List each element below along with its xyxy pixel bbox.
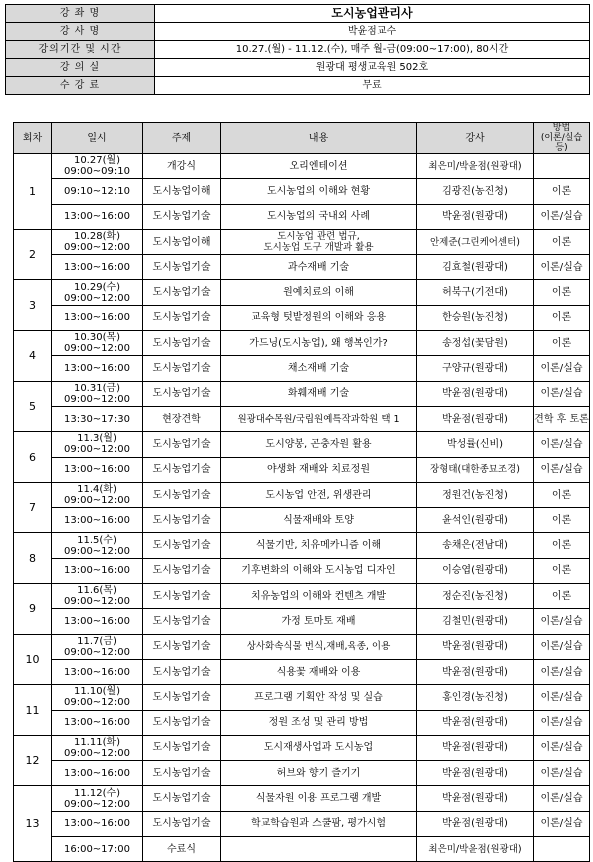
session-content: 원광대수목원/국립원예특작과학원 택 1 [221, 406, 417, 431]
session-topic: 도시농업기술 [143, 811, 221, 836]
table-row [14, 710, 590, 735]
session-method: 이론 [534, 533, 590, 558]
info-row [6, 77, 590, 95]
session-instructor: 구양규(원광대) [417, 356, 534, 381]
episode-number: 4 [14, 331, 52, 382]
session-method: 이론/실습 [534, 432, 590, 457]
schedule-body [14, 154, 590, 862]
table-row [14, 786, 590, 811]
session-content: 식물기반, 치유메카니즘 이해 [221, 533, 417, 558]
session-time: 13:00~16:00 [52, 255, 143, 280]
episode-number: 7 [14, 482, 52, 533]
session-instructor: 김효철(원광대) [417, 255, 534, 280]
session-instructor: 최은미/박윤점(원광대) [417, 837, 534, 862]
session-instructor: 박윤점(원광대) [417, 786, 534, 811]
session-time: 11.4(화) 09:00~12:00 [52, 482, 143, 507]
session-method: 이론 [534, 508, 590, 533]
table-row [14, 255, 590, 280]
session-content: 과수재배 기술 [221, 255, 417, 280]
session-time: 13:00~16:00 [52, 305, 143, 330]
session-instructor: 홍인경(농진청) [417, 685, 534, 710]
session-content: 화훼재배 기술 [221, 381, 417, 406]
table-row [14, 432, 590, 457]
episode-number: 9 [14, 584, 52, 635]
session-time: 11.11(화) 09:00~12:00 [52, 735, 143, 760]
info-value: 무료 [155, 77, 590, 95]
session-time: 11.6(목) 09:00~12:00 [52, 584, 143, 609]
session-topic: 도시농업기술 [143, 280, 221, 305]
schedule-table [13, 122, 590, 862]
session-content: 식물자원 이용 프로그램 개발 [221, 786, 417, 811]
session-time: 11.12(수) 09:00~12:00 [52, 786, 143, 811]
session-method: 이론/실습 [534, 710, 590, 735]
header-method: 방법 (이론/실습 등) [534, 123, 590, 154]
session-content: 허브와 향기 즐기기 [221, 761, 417, 786]
session-method: 이론 [534, 305, 590, 330]
episode-number: 6 [14, 432, 52, 483]
session-topic: 도시농업기술 [143, 381, 221, 406]
episode-number: 5 [14, 381, 52, 432]
session-instructor: 정원건(농진청) [417, 482, 534, 507]
info-row [6, 5, 590, 23]
session-time: 13:30~17:30 [52, 406, 143, 431]
session-time: 13:00~16:00 [52, 811, 143, 836]
table-row [14, 331, 590, 356]
session-method: 견학 후 토론 [534, 406, 590, 431]
session-instructor: 박윤점(원광대) [417, 204, 534, 229]
session-topic: 도시농업기술 [143, 482, 221, 507]
schedule-header [14, 123, 590, 154]
session-instructor: 박윤점(원광대) [417, 381, 534, 406]
session-topic: 도시농업기술 [143, 432, 221, 457]
session-content: 오리엔테이션 [221, 154, 417, 179]
session-content: 야생화 재배와 치료정원 [221, 457, 417, 482]
info-row [6, 59, 590, 77]
session-topic: 도시농업이해 [143, 179, 221, 204]
session-topic: 도시농업기술 [143, 255, 221, 280]
session-time: 13:00~16:00 [52, 659, 143, 684]
session-time: 16:00~17:00 [52, 837, 143, 862]
session-topic: 도시농업기술 [143, 634, 221, 659]
session-topic: 현장견학 [143, 406, 221, 431]
session-time: 09:10~12:10 [52, 179, 143, 204]
session-method: 이론 [534, 280, 590, 305]
session-content: 식물재배와 토양 [221, 508, 417, 533]
info-value: 원광대 평생교육원 502호 [155, 59, 590, 77]
table-row [14, 558, 590, 583]
session-method: 이론 [534, 331, 590, 356]
session-method: 이론/실습 [534, 659, 590, 684]
session-time: 13:00~16:00 [52, 356, 143, 381]
session-method [534, 837, 590, 862]
session-instructor: 김광진(농진청) [417, 179, 534, 204]
schedule-header-row [14, 123, 590, 154]
session-content: 가드닝(도시농업), 왜 행복인가? [221, 331, 417, 356]
session-content: 상사화속식물 번식,재배,육종, 이용 [221, 634, 417, 659]
episode-number: 10 [14, 634, 52, 685]
session-time: 11.5(수) 09:00~12:00 [52, 533, 143, 558]
session-content: 도시농업 관련 법규, 도시농업 도구 개발과 활용 [221, 229, 417, 254]
table-row [14, 761, 590, 786]
table-row [14, 811, 590, 836]
info-label: 강 의 실 [6, 59, 155, 77]
session-method: 이론/실습 [534, 735, 590, 760]
session-method: 이론 [534, 179, 590, 204]
session-method: 이론/실습 [534, 634, 590, 659]
session-time: 13:00~16:00 [52, 457, 143, 482]
header-datetime: 일시 [52, 123, 143, 154]
session-topic: 개강식 [143, 154, 221, 179]
info-row [6, 23, 590, 41]
session-topic: 도시농업기술 [143, 761, 221, 786]
episode-number: 13 [14, 786, 52, 862]
session-topic: 도시농업기술 [143, 558, 221, 583]
session-method: 이론 [534, 482, 590, 507]
session-method: 이론/실습 [534, 356, 590, 381]
session-time: 11.3(월) 09:00~12:00 [52, 432, 143, 457]
session-topic: 도시농업기술 [143, 659, 221, 684]
table-row [14, 381, 590, 406]
table-row [14, 584, 590, 609]
info-row [6, 41, 590, 59]
session-content: 채소재배 기술 [221, 356, 417, 381]
course-info-table [5, 4, 590, 95]
info-value: 박윤점교수 [155, 23, 590, 41]
session-instructor: 박윤점(원광대) [417, 761, 534, 786]
session-topic: 도시농업기술 [143, 508, 221, 533]
table-row [14, 179, 590, 204]
session-method: 이론/실습 [534, 255, 590, 280]
session-time: 13:00~16:00 [52, 710, 143, 735]
info-label: 강 좌 명 [6, 5, 155, 23]
table-row [14, 406, 590, 431]
session-content: 정원 조성 및 관리 방법 [221, 710, 417, 735]
session-topic: 도시농업기술 [143, 710, 221, 735]
session-content: 학교학습원과 스쿨팜, 평가시험 [221, 811, 417, 836]
session-method: 이론/실습 [534, 204, 590, 229]
session-instructor: 송정섭(꽃담원) [417, 331, 534, 356]
session-instructor: 박윤점(원광대) [417, 710, 534, 735]
session-instructor: 박윤점(원광대) [417, 735, 534, 760]
table-row [14, 280, 590, 305]
session-method: 이론/실습 [534, 786, 590, 811]
session-content: 가정 토마토 재배 [221, 609, 417, 634]
table-row [14, 634, 590, 659]
session-instructor: 박윤점(원광대) [417, 811, 534, 836]
header-instructor: 강사 [417, 123, 534, 154]
session-content: 치유농업의 이해와 컨텐츠 개발 [221, 584, 417, 609]
episode-number: 1 [14, 154, 52, 230]
episode-number: 2 [14, 229, 52, 280]
session-instructor: 박윤점(원광대) [417, 659, 534, 684]
table-row [14, 533, 590, 558]
session-topic: 도시농업기술 [143, 786, 221, 811]
course-title: 도시농업관리사 [155, 5, 590, 23]
table-row [14, 457, 590, 482]
session-method: 이론/실습 [534, 457, 590, 482]
session-instructor: 장형태(대한종묘조경) [417, 457, 534, 482]
session-time: 10.30(목) 09:00~12:00 [52, 331, 143, 356]
session-time: 11.7(금) 09:00~12:00 [52, 634, 143, 659]
table-row [14, 356, 590, 381]
session-time: 10.27(월) 09:00~09:10 [52, 154, 143, 179]
info-label: 강의기간 및 시간 [6, 41, 155, 59]
session-instructor: 정순진(농진청) [417, 584, 534, 609]
table-row [14, 685, 590, 710]
session-method: 이론 [534, 229, 590, 254]
info-label: 강 사 명 [6, 23, 155, 41]
table-row [14, 204, 590, 229]
session-instructor: 안제준(그린케어센터) [417, 229, 534, 254]
session-topic: 도시농업기술 [143, 305, 221, 330]
session-time: 11.10(월) 09:00~12:00 [52, 685, 143, 710]
session-method [534, 154, 590, 179]
episode-number: 3 [14, 280, 52, 331]
episode-number: 8 [14, 533, 52, 584]
session-topic: 도시농업이해 [143, 229, 221, 254]
session-instructor: 허북구(기전대) [417, 280, 534, 305]
session-topic: 도시농업기술 [143, 533, 221, 558]
session-content: 도시농업의 국내외 사례 [221, 204, 417, 229]
episode-number: 12 [14, 735, 52, 786]
session-content: 원예치료의 이해 [221, 280, 417, 305]
session-method: 이론/실습 [534, 761, 590, 786]
session-topic: 수료식 [143, 837, 221, 862]
session-topic: 도시농업기술 [143, 685, 221, 710]
session-time: 10.28(화) 09:00~12:00 [52, 229, 143, 254]
session-time: 13:00~16:00 [52, 508, 143, 533]
info-label: 수 강 료 [6, 77, 155, 95]
session-content [221, 837, 417, 862]
session-method: 이론 [534, 558, 590, 583]
session-topic: 도시농업기술 [143, 735, 221, 760]
session-content: 기후변화의 이해와 도시농업 디자인 [221, 558, 417, 583]
table-row [14, 837, 590, 862]
session-instructor: 박윤점(원광대) [417, 634, 534, 659]
session-instructor: 김철민(원광대) [417, 609, 534, 634]
session-instructor: 이승엽(원광대) [417, 558, 534, 583]
session-time: 13:00~16:00 [52, 204, 143, 229]
session-content: 도시재생사업과 도시농업 [221, 735, 417, 760]
session-instructor: 박성률(신비) [417, 432, 534, 457]
session-method: 이론/실습 [534, 685, 590, 710]
table-row [14, 229, 590, 254]
session-method: 이론 [534, 584, 590, 609]
session-instructor: 한승원(농진청) [417, 305, 534, 330]
session-topic: 도시농업기술 [143, 457, 221, 482]
session-instructor: 최은미/박윤점(원광대) [417, 154, 534, 179]
table-row [14, 609, 590, 634]
session-time: 13:00~16:00 [52, 558, 143, 583]
session-content: 프로그램 기획안 작성 및 실습 [221, 685, 417, 710]
session-method: 이론/실습 [534, 381, 590, 406]
session-topic: 도시농업기술 [143, 204, 221, 229]
session-topic: 도시농업기술 [143, 356, 221, 381]
session-time: 13:00~16:00 [52, 609, 143, 634]
session-instructor: 윤석인(원광대) [417, 508, 534, 533]
header-content: 내용 [221, 123, 417, 154]
session-content: 도시농업 안전, 위생관리 [221, 482, 417, 507]
header-episode: 회차 [14, 123, 52, 154]
table-row [14, 482, 590, 507]
episode-number: 11 [14, 685, 52, 736]
session-time: 10.31(금) 09:00~12:00 [52, 381, 143, 406]
table-row [14, 154, 590, 179]
header-topic: 주제 [143, 123, 221, 154]
session-content: 식용꽃 재배와 이용 [221, 659, 417, 684]
table-row [14, 735, 590, 760]
session-content: 도시양봉, 곤충자원 활용 [221, 432, 417, 457]
session-time: 10.29(수) 09:00~12:00 [52, 280, 143, 305]
table-row [14, 305, 590, 330]
session-content: 도시농업의 이해와 현황 [221, 179, 417, 204]
session-content: 교육형 텃밭정원의 이해와 응용 [221, 305, 417, 330]
session-method: 이론/실습 [534, 811, 590, 836]
info-value: 10.27.(월) - 11.12.(수), 매주 월-금(09:00~17:00), 80시간 [155, 41, 590, 59]
session-method: 이론/실습 [534, 609, 590, 634]
session-topic: 도시농업기술 [143, 331, 221, 356]
course-info-body [6, 5, 590, 95]
table-row [14, 508, 590, 533]
session-topic: 도시농업기술 [143, 609, 221, 634]
session-topic: 도시농업기술 [143, 584, 221, 609]
session-instructor: 송채은(전남대) [417, 533, 534, 558]
table-row [14, 659, 590, 684]
session-time: 13:00~16:00 [52, 761, 143, 786]
session-instructor: 박윤점(원광대) [417, 406, 534, 431]
